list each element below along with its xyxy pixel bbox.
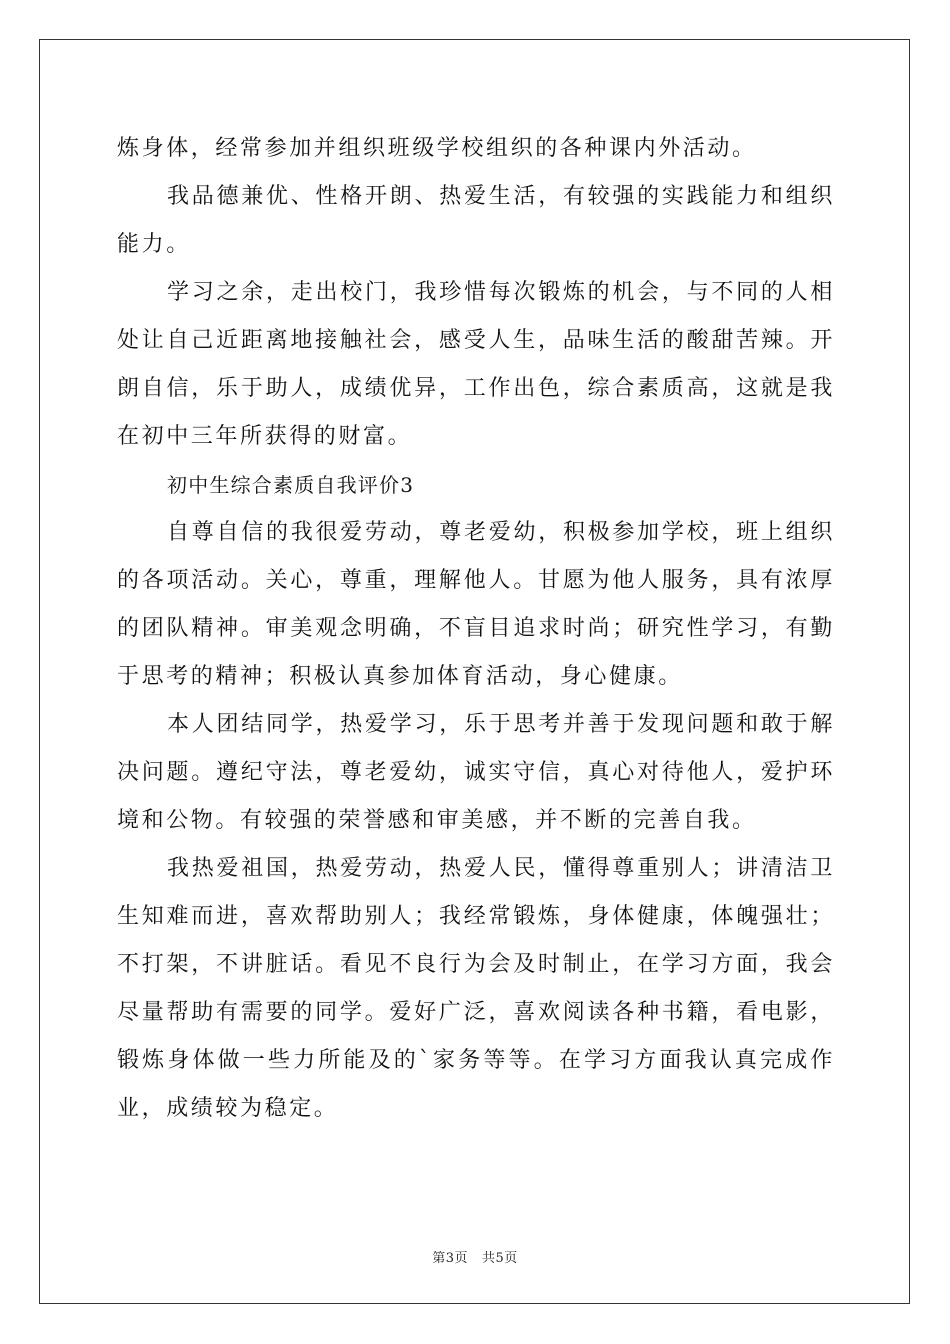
- paragraph: 学习之余，走出校门，我珍惜每次锻炼的机会，与不同的人相处让自己近距离地接触社会，感受人生，品味生活的酸甜苦辣。开朗自信，乐于助人，成绩优异，工作出色，综合素质高，这就是我在初中三年所获得的财富。: [117, 280, 835, 449]
- page-footer: [0, 1247, 950, 1266]
- paragraph: 自尊自信的我很爱劳动，尊老爱幼，积极参加学校，班上组织的各项活动。关心，尊重，理解他人。甘愿为他人服务，具有浓厚的团队精神。审美观念明确，不盲目追求时尚；研究性学习，有勤于思考的精神；积极认真参加体育活动，身心健康。: [117, 520, 835, 689]
- page-number: 第3页: [432, 1251, 469, 1266]
- page-total: 共5页: [481, 1251, 518, 1266]
- paragraph: 我品德兼优、性格开朗、热爱生活，有较强的实践能力和组织能力。: [117, 184, 835, 257]
- paragraph: 本人团结同学，热爱学习，乐于思考并善于发现问题和敢于解决问题。遵纪守法，尊老爱幼，诚实守信，真心对待他人，爱护环境和公物。有较强的荣誉感和审美感，并不断的完善自我。: [117, 712, 835, 833]
- document-body: [117, 125, 835, 1133]
- paragraph-continuation: 炼身体，经常参加并组织班级学校组织的各种课内外活动。: [117, 136, 757, 161]
- paragraph: 我热爱祖国，热爱劳动，热爱人民，懂得尊重别人；讲清洁卫生知难而进，喜欢帮助别人；我经常锻炼，身体健康，体魄强壮；不打架，不讲脏话。看见不良行为会及时制止，在学习方面，我会尽量帮助有需要的同学。爱好广泛，喜欢阅读各种书籍，看电影，锻炼身体做一些力所能及的`家务等等。在学习方面我认真完成作业，成绩较为稳定。: [117, 856, 835, 1121]
- section-heading: 初中生综合素质自我评价3: [167, 473, 415, 497]
